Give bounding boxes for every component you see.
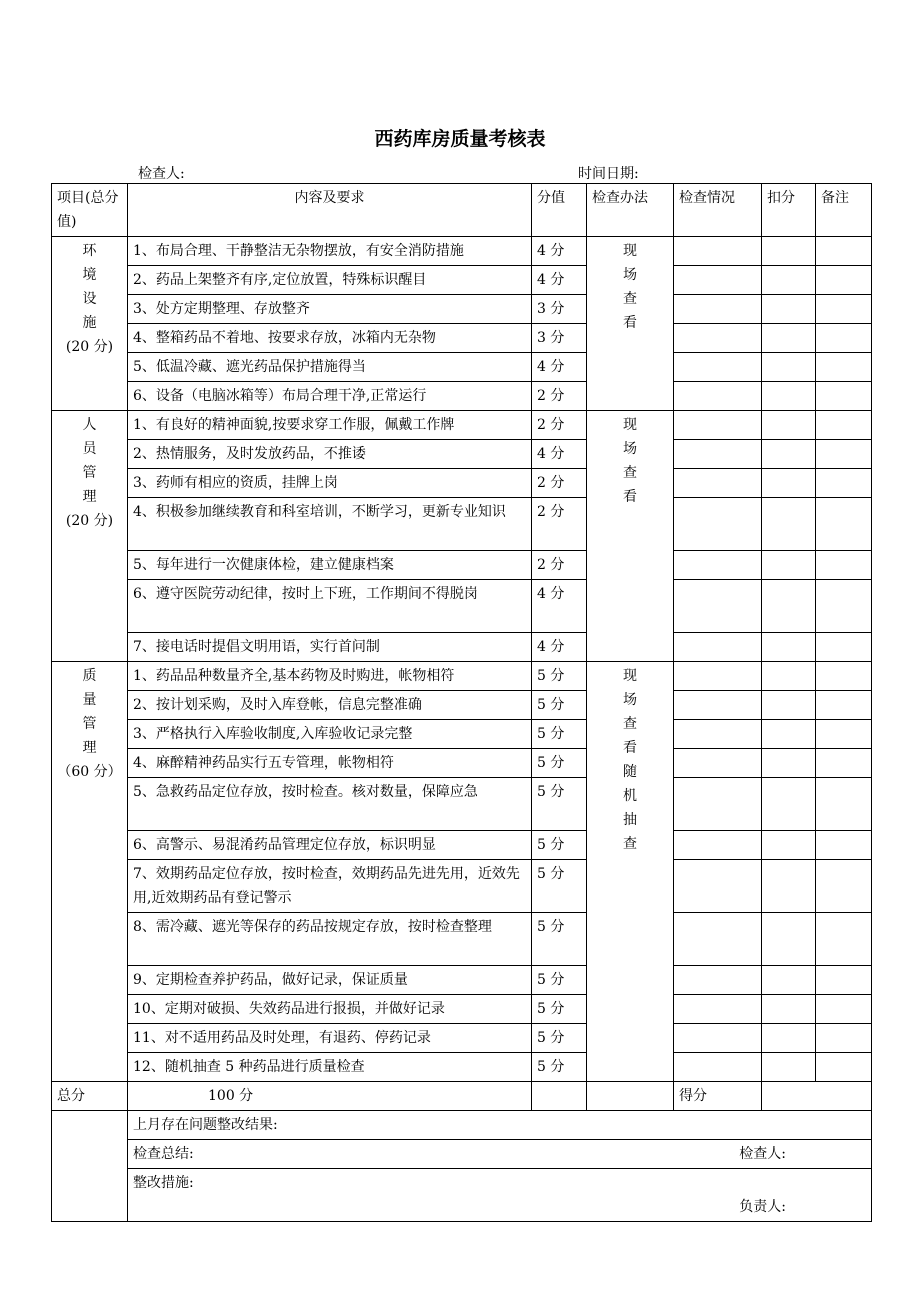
table-row — [52, 295, 872, 324]
score-value: 5 分 — [532, 966, 587, 995]
requirement-text: 2、药品上架整齐有序,定位放置，特殊标识醒目 — [128, 266, 532, 295]
summary-cell — [128, 1140, 872, 1169]
remark-cell — [816, 411, 872, 440]
earned-score-label: 得分 — [674, 1082, 762, 1111]
method-char: 场 — [623, 692, 637, 708]
remark-cell — [816, 860, 872, 913]
deduction-cell — [762, 580, 816, 633]
requirement-text: 6、高警示、易混淆药品管理定位存放，标识明显 — [128, 831, 532, 860]
score-value: 2 分 — [532, 411, 587, 440]
check-result-cell — [674, 237, 762, 266]
footer-left-blank — [52, 1111, 128, 1222]
deduction-cell — [762, 749, 816, 778]
table-row — [52, 1024, 872, 1053]
check-result-cell — [674, 498, 762, 551]
check-result-cell — [674, 1053, 762, 1082]
requirement-text: 4、积极参加继续教育和科室培训，不断学习，更新专业知识 — [128, 498, 532, 551]
deduction-cell — [762, 633, 816, 662]
remark-cell — [816, 778, 872, 831]
category-char: 环 — [82, 243, 97, 259]
assessment-table — [51, 183, 872, 1222]
requirement-text: 2、热情服务，及时发放药品，不推诿 — [128, 440, 532, 469]
remark-cell — [816, 580, 872, 633]
check-result-cell — [674, 353, 762, 382]
requirement-text: 4、麻醉精神药品实行五专管理，帐物相符 — [128, 749, 532, 778]
check-method — [587, 237, 674, 411]
requirement-text: 9、定期检查养护药品，做好记录，保证质量 — [128, 966, 532, 995]
deduction-cell — [762, 440, 816, 469]
section-category — [52, 237, 128, 411]
requirement-text: 6、设备（电脑冰箱等）布局合理干净,正常运行 — [128, 382, 532, 411]
score-value: 5 分 — [532, 720, 587, 749]
remark-cell — [816, 720, 872, 749]
category-char: 员 — [82, 441, 97, 457]
column-header: 内容及要求 — [128, 184, 532, 237]
category-char: (20 分) — [65, 339, 114, 355]
deduction-cell — [762, 1053, 816, 1082]
category-char: 管 — [82, 465, 97, 481]
check-result-cell — [674, 440, 762, 469]
measures-label: 整改措施: — [133, 1175, 194, 1191]
table-row — [52, 749, 872, 778]
requirement-text: 4、整箱药品不着地、按要求存放，冰箱内无杂物 — [128, 324, 532, 353]
score-value: 5 分 — [532, 778, 587, 831]
remark-cell — [816, 266, 872, 295]
method-char: 现 — [623, 417, 637, 433]
score-value: 5 分 — [532, 860, 587, 913]
remark-cell — [816, 913, 872, 966]
score-value: 2 分 — [532, 498, 587, 551]
deduction-cell — [762, 353, 816, 382]
section-category — [52, 411, 128, 662]
check-result-cell — [674, 580, 762, 633]
remark-cell — [816, 237, 872, 266]
footer-row — [52, 1169, 872, 1222]
category-char: 境 — [82, 267, 97, 283]
check-result-cell — [674, 469, 762, 498]
remark-cell — [816, 662, 872, 691]
table-row — [52, 551, 872, 580]
category-char: 量 — [82, 692, 97, 708]
remark-cell — [816, 382, 872, 411]
category-char: 施 — [82, 315, 97, 331]
score-value: 2 分 — [532, 469, 587, 498]
table-row — [52, 995, 872, 1024]
method-char: 抽 — [623, 812, 637, 828]
table-row — [52, 266, 872, 295]
requirement-text: 5、急救药品定位存放，按时检查。核对数量，保障应急 — [128, 778, 532, 831]
remark-cell — [816, 440, 872, 469]
deduction-cell — [762, 1024, 816, 1053]
header-row — [52, 184, 872, 237]
method-char: 随 — [623, 764, 637, 780]
method-char: 现 — [623, 243, 637, 259]
method-char: 查 — [623, 291, 637, 307]
table-row — [52, 498, 872, 551]
requirement-text: 3、处方定期整理、存放整齐 — [128, 295, 532, 324]
score-value: 2 分 — [532, 551, 587, 580]
method-char: 查 — [623, 716, 637, 732]
deduction-cell — [762, 411, 816, 440]
date-label: 时间日期: — [578, 166, 639, 182]
deduction-cell — [762, 860, 816, 913]
score-value: 4 分 — [532, 353, 587, 382]
category-char: 设 — [82, 291, 97, 307]
score-value: 4 分 — [532, 440, 587, 469]
responsible-label: 负责人: — [739, 1199, 786, 1215]
score-value: 5 分 — [532, 913, 587, 966]
method-char: 场 — [623, 441, 637, 457]
column-header: 分值 — [532, 184, 587, 237]
requirement-text: 3、严格执行入库验收制度,入库验收记录完整 — [128, 720, 532, 749]
check-result-cell — [674, 1024, 762, 1053]
remark-cell — [816, 966, 872, 995]
score-value: 3 分 — [532, 324, 587, 353]
total-score-blank — [532, 1082, 587, 1111]
method-char: 看 — [623, 740, 637, 756]
check-result-cell — [674, 995, 762, 1024]
table-row — [52, 440, 872, 469]
footer-row — [52, 1111, 872, 1140]
check-result-cell — [674, 966, 762, 995]
total-method-blank — [587, 1082, 674, 1111]
table-row — [52, 720, 872, 749]
remark-cell — [816, 749, 872, 778]
score-value: 4 分 — [532, 633, 587, 662]
section-category — [52, 662, 128, 1082]
score-value: 3 分 — [532, 295, 587, 324]
table-row — [52, 1053, 872, 1082]
check-result-cell — [674, 295, 762, 324]
deduction-cell — [762, 831, 816, 860]
score-value: 2 分 — [532, 382, 587, 411]
check-result-cell — [674, 831, 762, 860]
table-row — [52, 691, 872, 720]
table-row — [52, 382, 872, 411]
table-row — [52, 860, 872, 913]
remark-cell — [816, 691, 872, 720]
check-result-cell — [674, 324, 762, 353]
deduction-cell — [762, 778, 816, 831]
category-char: 质 — [82, 668, 97, 684]
table-row — [52, 237, 872, 266]
check-result-cell — [674, 551, 762, 580]
requirement-text: 12、随机抽查 5 种药品进行质量检查 — [128, 1053, 532, 1082]
table-row — [52, 633, 872, 662]
column-header: 检查情况 — [674, 184, 762, 237]
remark-cell — [816, 995, 872, 1024]
score-value: 4 分 — [532, 237, 587, 266]
remark-cell — [816, 1053, 872, 1082]
last-month-results: 上月存在问题整改结果: — [128, 1111, 872, 1140]
score-value: 4 分 — [532, 266, 587, 295]
check-result-cell — [674, 749, 762, 778]
requirement-text: 1、有良好的精神面貌,按要求穿工作服，佩戴工作牌 — [128, 411, 532, 440]
table-row — [52, 411, 872, 440]
deduction-cell — [762, 913, 816, 966]
table-row — [52, 662, 872, 691]
check-result-cell — [674, 720, 762, 749]
page-title: 西药库房质量考核表 — [374, 128, 546, 150]
category-char: 管 — [82, 716, 97, 732]
method-char: 查 — [623, 836, 637, 852]
table-row — [52, 580, 872, 633]
deduction-cell — [762, 691, 816, 720]
method-char: 看 — [623, 489, 637, 505]
deduction-cell — [762, 295, 816, 324]
method-char: 场 — [623, 267, 637, 283]
remark-cell — [816, 469, 872, 498]
table-row — [52, 353, 872, 382]
score-value: 5 分 — [532, 831, 587, 860]
score-value: 5 分 — [532, 662, 587, 691]
requirement-text: 1、药品品种数量齐全,基本药物及时购进，帐物相符 — [128, 662, 532, 691]
inspector-label: 检查人: — [138, 166, 185, 182]
total-value: 100 分 — [128, 1082, 532, 1111]
check-result-cell — [674, 411, 762, 440]
remark-cell — [816, 551, 872, 580]
score-value: 5 分 — [532, 995, 587, 1024]
deduction-cell — [762, 237, 816, 266]
remark-cell — [816, 324, 872, 353]
requirement-text: 11、对不适用药品及时处理，有退药、停药记录 — [128, 1024, 532, 1053]
deduction-cell — [762, 498, 816, 551]
table-row — [52, 913, 872, 966]
deduction-cell — [762, 551, 816, 580]
check-result-cell — [674, 266, 762, 295]
remark-cell — [816, 831, 872, 860]
requirement-text: 7、接电话时提倡文明用语，实行首问制 — [128, 633, 532, 662]
table-row — [52, 966, 872, 995]
check-method — [587, 411, 674, 662]
deduction-cell — [762, 720, 816, 749]
category-char: （60 分） — [57, 764, 122, 780]
check-result-cell — [674, 860, 762, 913]
score-value: 4 分 — [532, 580, 587, 633]
requirement-text: 10、定期对破损、失效药品进行报损，并做好记录 — [128, 995, 532, 1024]
score-value: 5 分 — [532, 1053, 587, 1082]
category-char: 人 — [82, 417, 97, 433]
deduction-cell — [762, 966, 816, 995]
column-header: 备注 — [816, 184, 872, 237]
requirement-text: 6、遵守医院劳动纪律，按时上下班，工作期间不得脱岗 — [128, 580, 532, 633]
requirement-text: 7、效期药品定位存放，按时检查，效期药品先进先用，近效先用,近效期药品有登记警示 — [128, 860, 532, 913]
deduction-cell — [762, 382, 816, 411]
deduction-cell — [762, 266, 816, 295]
earned-score-value — [762, 1082, 872, 1111]
check-result-cell — [674, 633, 762, 662]
total-label: 总分 — [52, 1082, 128, 1111]
check-result-cell — [674, 778, 762, 831]
category-char: 理 — [82, 740, 97, 756]
check-result-cell — [674, 691, 762, 720]
table-row — [52, 831, 872, 860]
remark-cell — [816, 498, 872, 551]
check-result-cell — [674, 662, 762, 691]
summary-label: 检查总结: — [133, 1146, 194, 1162]
column-header: 检查办法 — [587, 184, 674, 237]
check-result-cell — [674, 913, 762, 966]
deduction-cell — [762, 469, 816, 498]
remark-cell — [816, 1024, 872, 1053]
requirement-text: 1、布局合理、干静整洁无杂物摆放，有安全消防措施 — [128, 237, 532, 266]
summary-inspector-label: 检查人: — [739, 1146, 786, 1162]
method-char: 现 — [623, 668, 637, 684]
requirement-text: 3、药师有相应的资质，挂牌上岗 — [128, 469, 532, 498]
method-char: 机 — [623, 788, 637, 804]
category-char: (20 分) — [65, 513, 114, 529]
score-value: 5 分 — [532, 749, 587, 778]
check-method — [587, 662, 674, 1082]
table-row — [52, 778, 872, 831]
table-row — [52, 324, 872, 353]
deduction-cell — [762, 995, 816, 1024]
footer-row — [52, 1140, 872, 1169]
remark-cell — [816, 633, 872, 662]
requirement-text: 5、每年进行一次健康体检，建立健康档案 — [128, 551, 532, 580]
measures-cell — [128, 1169, 872, 1222]
category-char: 理 — [82, 489, 97, 505]
deduction-cell — [762, 324, 816, 353]
requirement-text: 8、需冷藏、遮光等保存的药品按规定存放，按时检查整理 — [128, 913, 532, 966]
method-char: 查 — [623, 465, 637, 481]
column-header: 项目(总分值) — [52, 184, 128, 237]
score-value: 5 分 — [532, 691, 587, 720]
total-row — [52, 1082, 872, 1111]
deduction-cell — [762, 662, 816, 691]
requirement-text: 5、低温冷藏、遮光药品保护措施得当 — [128, 353, 532, 382]
method-char: 看 — [623, 315, 637, 331]
remark-cell — [816, 353, 872, 382]
requirement-text: 2、按计划采购，及时入库登帐，信息完整准确 — [128, 691, 532, 720]
remark-cell — [816, 295, 872, 324]
check-result-cell — [674, 382, 762, 411]
score-value: 5 分 — [532, 1024, 587, 1053]
table-row — [52, 469, 872, 498]
column-header: 扣分 — [762, 184, 816, 237]
